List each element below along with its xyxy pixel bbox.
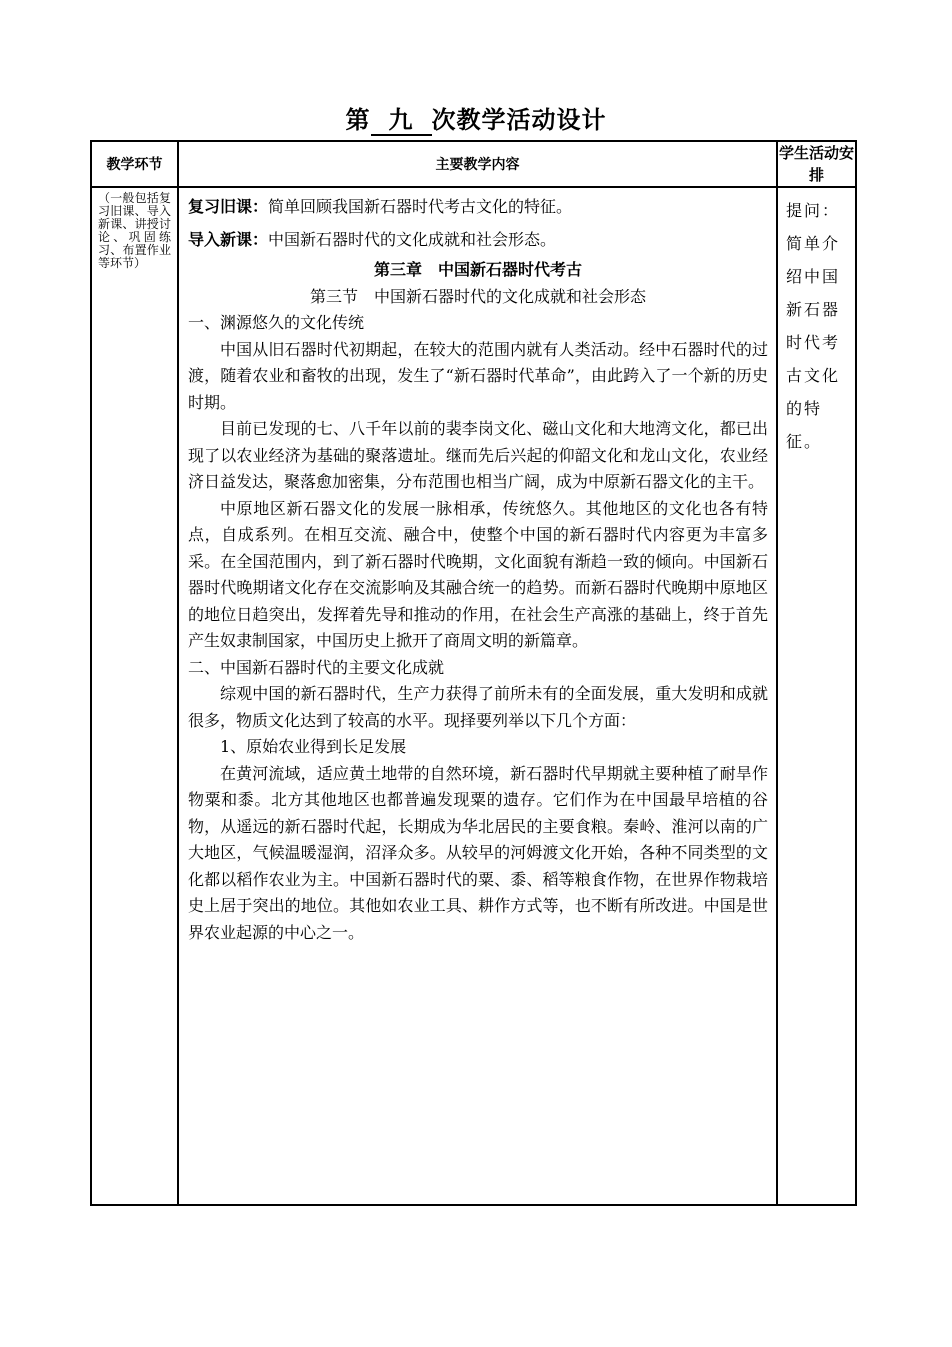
student-activity-cell: 提问：简单介绍中国新石器时代考古文化的特征。 (777, 187, 856, 1205)
heading-1: 一、渊源悠久的文化传统 (188, 313, 365, 332)
paragraph-3: 中原地区新石器文化的发展一脉相承，传统悠久。其他地区的文化也各有特点，自成系列。在相互交流、融合中，使整个中国的新石器时代内容更为丰富多采。在全国范围内，到了新石器时代晚期，文化面貌有渐趋一致的倾向。中国新石器时代晚期诸文化存在交流影响及其融合统一的趋势。而新石器时代晚期中原地区的地位日趋突出，发挥着先导和推动的作用，在社会生产高涨的基础上，终于首先产生奴隶制国家，中国历史上掀开了商周文明的新篇章。 (188, 498, 768, 650)
header-row (91, 141, 856, 187)
intro-text: 中国新石器时代的文化成就和社会形态。 (268, 229, 557, 249)
page-title (0, 100, 952, 136)
review-label: 复习旧课： (188, 197, 269, 216)
content-row (91, 187, 856, 1205)
lesson-plan-table (90, 140, 857, 1206)
section-heading: 第三节 中国新石器时代的文化成就和社会形态 (309, 286, 646, 306)
subheading-1: 1、原始农业得到长足发展 (220, 737, 407, 756)
paragraph-2: 目前已发现的七、八千年以前的裴李岗文化、磁山文化和大地湾文化，都已出现了以农业经济为基础的聚落遗址。继而先后兴起的仰韶文化和龙山文化，农业经济日益发达，聚落愈加密集，分布范围也相当广阔，成为中原新石器文化的主干。 (188, 419, 768, 491)
review-line (188, 194, 768, 221)
main-content-cell (178, 187, 777, 1205)
chapter-heading: 第三章 中国新石器时代考古 (373, 260, 582, 279)
intro-line (188, 227, 768, 254)
review-text: 简单回顾我国新石器时代考古文化的特征。 (268, 197, 573, 216)
title-number: 九 (371, 106, 432, 136)
teaching-stage-note: （一般包括复习旧课、导入新课、讲授讨论、巩固练习、布置作业等环节） (91, 187, 178, 1205)
header-teaching-stage: 教学环节 (91, 141, 178, 187)
paragraph-5: 在黄河流域，适应黄土地带的自然环境，新石器时代早期就主要种植了耐旱作物粟和黍。北方其他地区也都普遍发现粟的遗存。它们作为在中国最早培植的谷物，从遥远的新石器时代起，长期成为华北居民的主要食粮。秦岭、淮河以南的广大地区，气候温暖湿润，沼泽众多。从较早的河姆渡文化开始，各种不同类型的文化都以稻作农业为主。中国新石器时代的粟、黍、稻等粮食作物，在世界作物栽培史上居于突出的地位。其他如农业工具、耕作方式等，也不断有所改进。中国是世界农业起源的中心之一。 (188, 763, 768, 942)
paragraph-4: 综观中国的新石器时代，生产力获得了前所未有的全面发展，重大发明和成就很多，物质文化达到了较高的水平。现择要列举以下几个方面： (188, 684, 768, 730)
intro-label: 导入新课： (188, 229, 269, 249)
title-suffix: 次教学活动设计 (431, 106, 607, 134)
paragraph-1: 中国从旧石器时代初期起，在较大的范围内就有人类活动。经中石器时代的过渡，随着农业和畜牧的出现，发生了“新石器时代革命”，由此跨入了一个新的历史时期。 (188, 339, 768, 412)
header-main-content: 主要教学内容 (178, 141, 777, 187)
header-student-activity: 学生活动安排 (777, 141, 856, 187)
heading-2: 二、中国新石器时代的主要文化成就 (188, 657, 445, 677)
title-prefix: 第 (345, 106, 371, 134)
